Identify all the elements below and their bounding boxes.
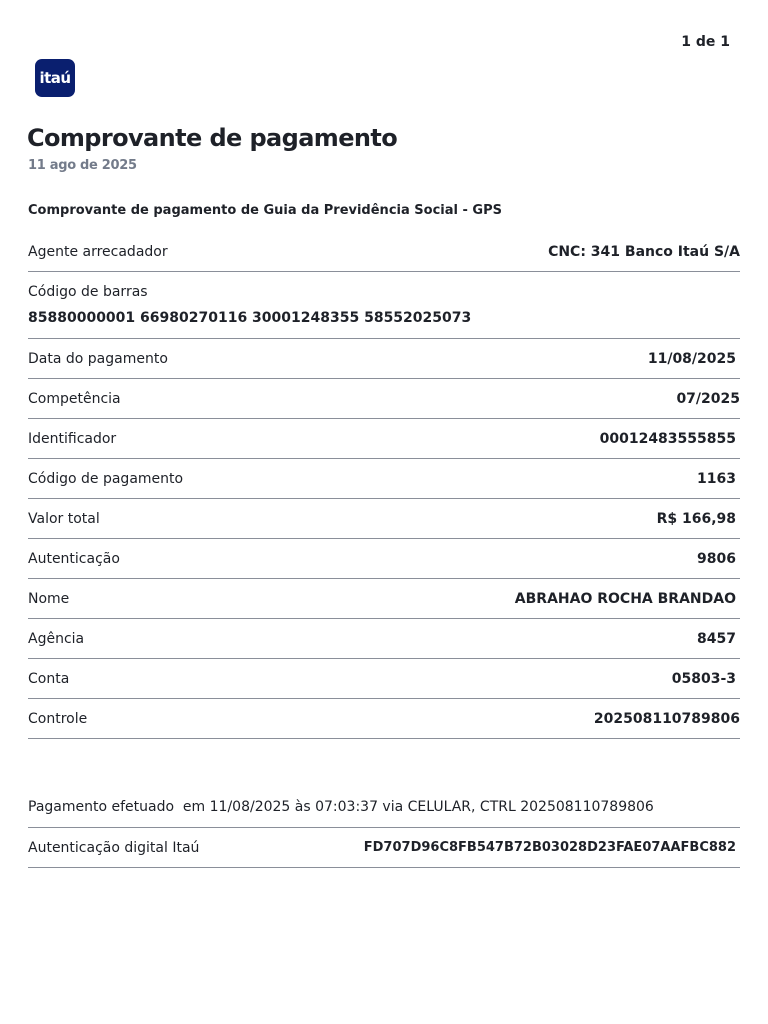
row-value: 11/08/2025 [647,350,736,367]
row-label: Nome [28,590,70,607]
row-label: Controle [28,710,88,727]
row-label: Agente arrecadador [28,243,168,260]
row-value: 05803-3 [671,670,736,687]
row-codigo-de-pagamento [28,459,740,499]
row-label: Data do pagamento [28,350,168,367]
row-label: Código de barras [28,284,148,300]
row-value: ABRAHAO ROCHA BRANDAO [514,590,736,607]
row-autenticacao [28,539,740,579]
digital-auth-value: FD707D96C8FB547B72B03028D23FAE07AAFBC882 [363,840,736,855]
logo-text: itaú [39,69,71,87]
payment-confirmation-text: Pagamento efetuado em 11/08/2025 às 07:03:37 via CELULAR, CTRL 202508110789806 [28,786,740,828]
row-value: 07/2025 [676,390,740,407]
row-valor-total [28,499,740,539]
row-label: Autenticação [28,550,120,567]
row-nome [28,579,740,619]
row-label: Autenticação digital Itaú [28,839,200,856]
barcode-value: 85880000001 66980270116 30001248355 58552025073 [28,310,472,326]
row-label: Conta [28,670,70,687]
row-label: Agência [28,630,85,647]
document-type: Comprovante de pagamento de Guia da Previdência Social - GPS [28,203,502,218]
page-title: Comprovante de pagamento [27,124,398,152]
row-data-do-pagamento [28,339,740,379]
payment-footer [28,786,740,868]
row-agencia [28,619,740,659]
row-value: CNC: 341 Banco Itaú S/A [548,243,740,260]
row-label: Valor total [28,510,100,527]
row-label: Competência [28,390,121,407]
row-value: 00012483555855 [599,430,736,447]
row-value: 1163 [697,470,736,487]
row-competencia [28,379,740,419]
row-autenticacao-digital [28,828,740,868]
row-codigo-de-barras [28,272,740,339]
row-value: R$ 166,98 [656,510,736,527]
row-label: Código de pagamento [28,470,184,487]
row-controle [28,699,740,739]
row-value: 202508110789806 [593,710,740,727]
receipt-details [28,232,740,739]
itau-logo [35,59,75,97]
row-value: 8457 [697,630,736,647]
receipt-date: 11 ago de 2025 [28,158,137,173]
row-agente-arrecadador [28,232,740,272]
row-identificador [28,419,740,459]
row-conta [28,659,740,699]
row-label: Identificador [28,430,117,447]
page-counter: 1 de 1 [681,34,730,50]
row-value: 9806 [697,550,736,567]
